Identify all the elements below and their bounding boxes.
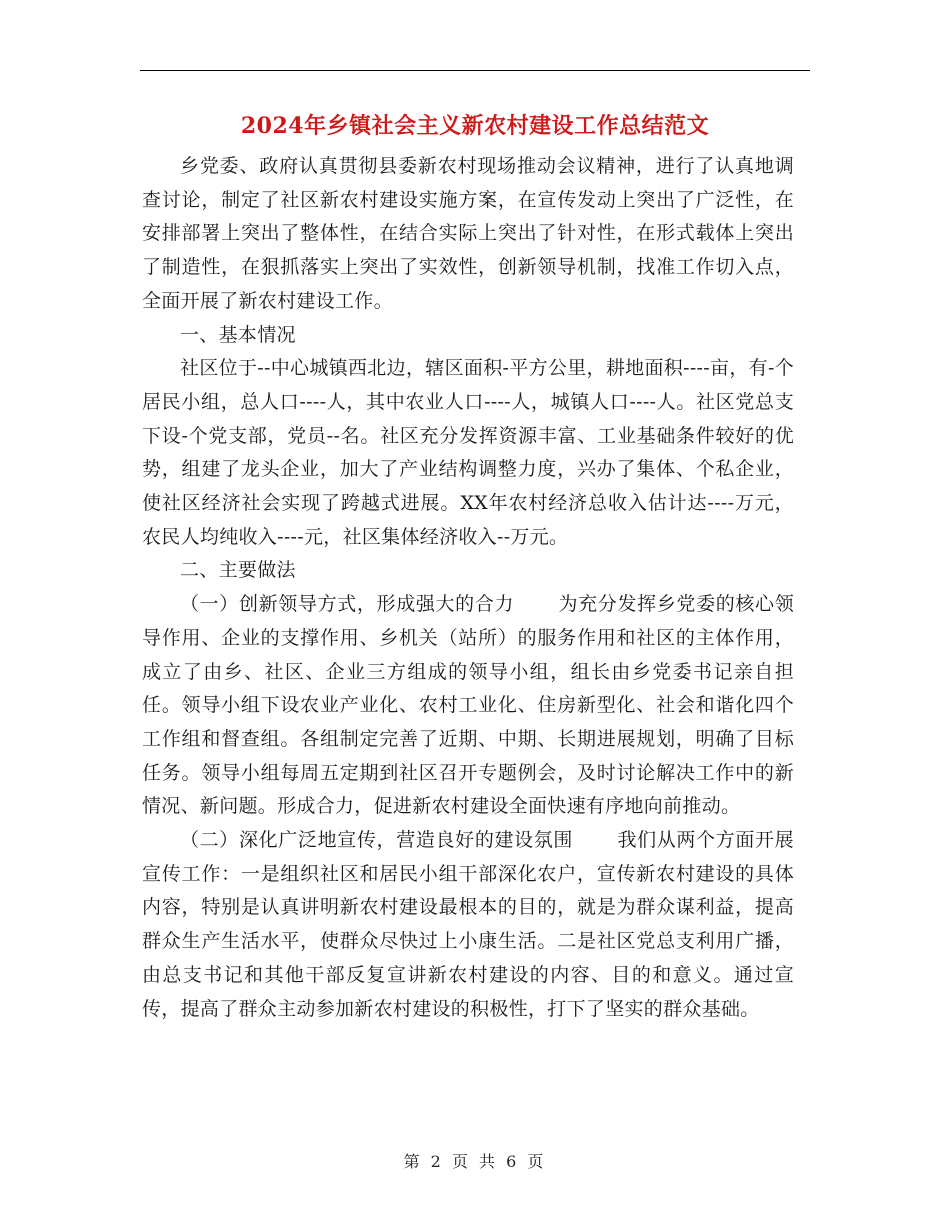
page-footer: 第 2 页 共 6 页 [403,1152,547,1171]
method-paragraph-1 [142,588,794,824]
intro-paragraph: 乡党委、政府认真贯彻县委新农村现场推动会议精神，进行了认真地调查讨论，制定了社区新农村建设实施方案，在宣传发动上突出了广泛性，在安排部署上突出了整体性，在结合实际上突出了针对性，在形式载体上突出了制造性，在狠抓落实上突出了实效性，创新领导机制，找准工作切入点，全面开展了新农村建设工作。 [142,155,794,312]
method-heading-1: （一）创新领导方式，形成强大的合力 [180,593,515,616]
section-heading-basic: 一、基本情况 [180,323,296,346]
method-text-2: 我们从两个方面开展宣传工作：一是组织社区和居民小组干部深化农户，宣传新农村建设的具体内容，特别是认真讲明新农村建设最根本的目的，就是为群众谋利益，提高群众生产生活水平，使群众尽快过上小康生活。二是社区党总支利用广播，由总支书记和其他干部反复宣讲新农村建设的内容、目的和意义。通过宣传，提高了群众主动参加新农村建设的积极性，打下了坚实的群众基础。 [142,829,794,1020]
section-heading-methods: 二、主要做法 [180,559,296,582]
method-text-1: 为充分发挥乡党委的核心领导作用、企业的支撑作用、乡机关（站所）的服务作用和社区的主体作用，成立了由乡、社区、企业三方组成的领导小组，组长由乡党委书记亲自担任。领导小组下设农业产业化、农村工业化、住房新型化、社会和谐化四个工作组和督查组。各组制定完善了近期、中期、长期进展规划，明确了目标任务。领导小组每周五定期到社区召开专题例会，及时讨论解决工作中的新情况、新问题。形成合力，促进新农村建设全面快速有序地向前推动。 [142,593,794,818]
basic-situation-paragraph: 社区位于--中心城镇西北边，辖区面积-平方公里，耕地面积----亩，有-个居民小组，总人口----人，其中农业人口----人，城镇人口----人。社区党总支下设-个党支部，党员--名。社区充分发挥资源丰富、工业基础条件较好的优势，组建了龙头企业，加大了产业结构调整力度，兴办了集体、个私企业，使社区经济社会实现了跨越式进展。XX年农村经济总收入估计达----万元，农民人均纯收入----元，社区集体经济收入--万元。 [142,357,794,548]
header-rule [140,70,810,71]
method-heading-2: （二）深化广泛地宣传，营造良好的建设氛围 [180,829,574,852]
method-paragraph-2 [142,824,794,1026]
document-body [142,150,794,1026]
document-title: 2024年乡镇社会主义新农村建设工作总结范文 [240,113,710,139]
